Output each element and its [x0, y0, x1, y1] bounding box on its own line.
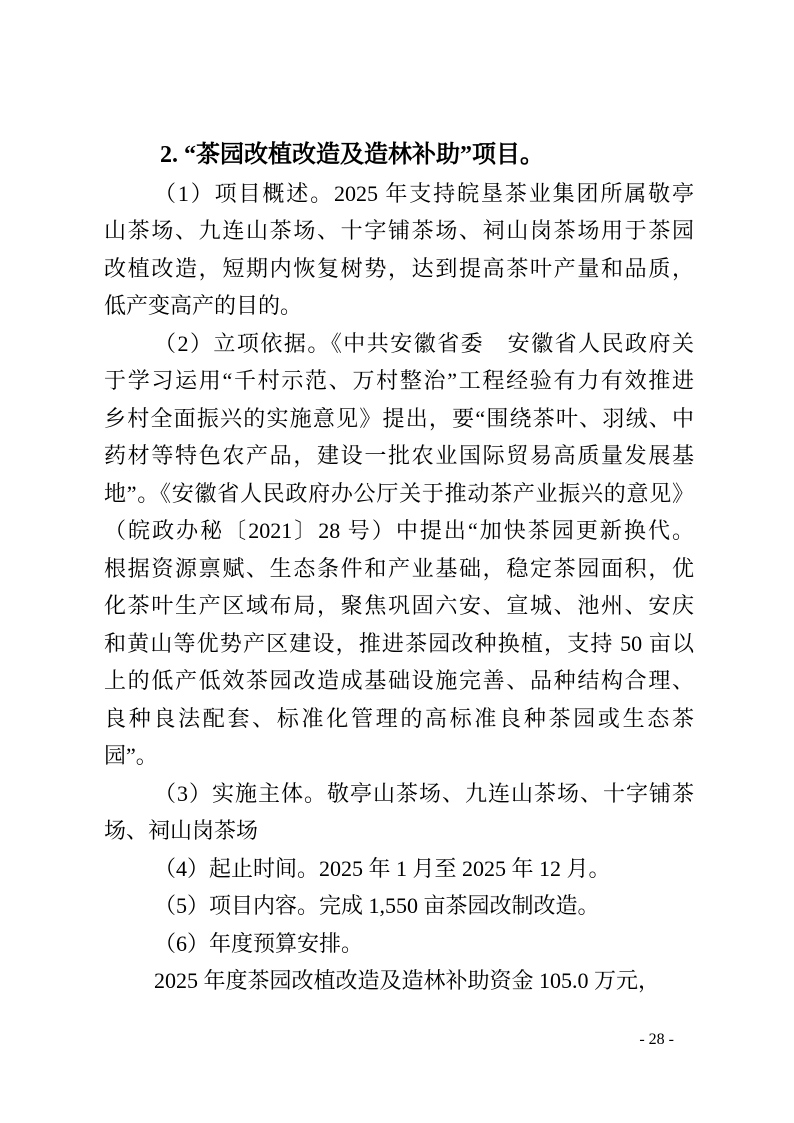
body-line: 地”。《安徽省人民政府办公厅关于推动茶产业振兴的意见》	[104, 480, 694, 506]
body-line: （皖政办秘〔2021〕28 号）中提出“加快茶园更新换代。	[104, 518, 694, 543]
section-heading: 2. “茶园改植改造及造林补助”项目。	[160, 142, 544, 168]
body-line: （2）立项依据。《中共安徽省委 安徽省人民政府关	[154, 330, 694, 356]
body-line: 低产变高产的目的。	[104, 293, 303, 318]
body-line: 药材等特色农产品，建设一批农业国际贸易高质量发展基	[104, 443, 694, 468]
body-line: 场、祠山岗茶场	[104, 818, 259, 843]
body-line: 改植改造，短期内恢复树势，达到提高茶叶产量和品质，	[104, 255, 694, 281]
body-line: 化茶叶生产区域布局，聚焦巩固六安、宣城、池州、安庆	[104, 593, 694, 618]
body-line: 2025 年度茶园改植改造及造林补助资金 105.0 万元，	[154, 968, 661, 993]
page-number: - 28 -	[639, 1031, 674, 1048]
body-line: （3）实施主体。敬亭山茶场、九连山茶场、十字铺茶	[154, 780, 694, 806]
body-line: （5）项目内容。完成 1,550 亩茶园改制改造。	[154, 893, 600, 918]
body-line: （6）年度预算安排。	[154, 930, 364, 956]
body-line: 良种良法配套、标准化管理的高标准良种茶园或生态茶	[104, 705, 694, 731]
document-body	[104, 137, 694, 1000]
body-line: 和黄山等优势产区建设，推进茶园改种换植，支持 50 亩以	[104, 630, 694, 656]
body-line: 上的低产低效茶园改造成基础设施完善、品种结构合理、	[104, 668, 694, 693]
body-line: 于学习运用“千村示范、万村整治”工程经验有力有效推进	[104, 368, 694, 393]
body-line: 园”。	[104, 743, 158, 768]
body-line: 根据资源禀赋、生态条件和产业基础，稳定茶园面积，优	[104, 555, 694, 581]
body-line: （1）项目概述。2025 年支持皖垦茶业集团所属敬亭	[154, 180, 694, 206]
body-line: 山茶场、九连山茶场、十字铺茶场、祠山岗茶场用于茶园	[104, 218, 694, 243]
body-line: 乡村全面振兴的实施意见》提出，要“围绕茶叶、羽绒、中	[104, 405, 694, 431]
body-line: （4）起止时间。2025 年 1 月至 2025 年 12 月。	[154, 855, 611, 881]
